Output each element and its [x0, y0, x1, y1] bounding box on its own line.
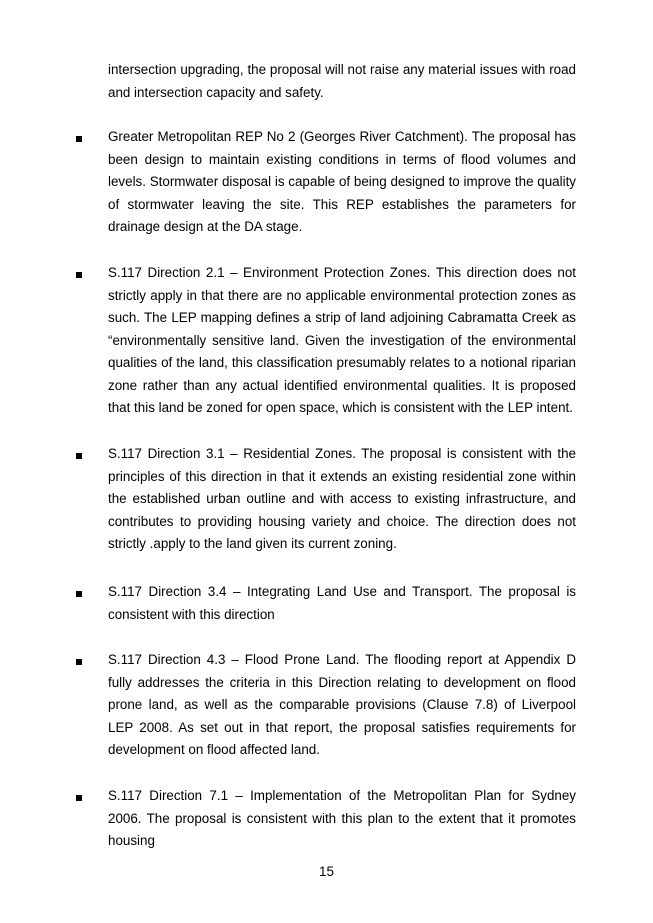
bullet-paragraph-direction-2-1: S.117 Direction 2.1 – Environment Protection Zones. This direction does not strictly apply in that there are no applicable environmental protection zones as such. The LEP mapping defines a strip of land adjoining Cabramatta Creek as “environmentally sensitive land. Given the investigation of the environmental qualities of the land, this classification presumably relates to a notional riparian zone rather than any actual identified environmental qualities. It is proposed that this land be zoned for open space, which is consistent with the LEP intent. [108, 265, 576, 415]
continuation-paragraph: intersection upgrading, the proposal will not raise any material issues with road and intersection capacity and safety. [108, 62, 576, 100]
bullet-marker [76, 659, 82, 665]
page-number: 15 [319, 864, 334, 879]
bullet-marker [76, 453, 82, 459]
bullet-paragraph-direction-7-1: S.117 Direction 7.1 – Implementation of the Metropolitan Plan for Sydney 2006. The proposal is consistent with this plan to the extent that it promotes housing [108, 788, 576, 848]
bullet-paragraph-direction-3-4: S.117 Direction 3.4 – Integrating Land Use and Transport. The proposal is consistent with this direction [108, 584, 576, 622]
bullet-marker [76, 591, 82, 597]
bullet-paragraph-direction-4-3: S.117 Direction 4.3 – Flood Prone Land. The flooding report at Appendix D fully addresses the criteria in this Direction relating to development on flood prone land, as well as the comparable provisions (Clause 7.8) of Liverpool LEP 2008. As set out in that report, the proposal satisfies requirements for development on flood affected land. [108, 652, 576, 757]
bullet-marker [76, 136, 82, 142]
bullet-marker [76, 272, 82, 278]
bullet-paragraph-georges-river-rep: Greater Metropolitan REP No 2 (Georges River Catchment). The proposal has been design to maintain existing conditions in terms of flood volumes and levels. Stormwater disposal is capable of being designed to improve the quality of stormwater leaving the site. This REP establishes the parameters for drainage design at the DA stage. [108, 129, 576, 234]
bullet-marker [76, 795, 82, 801]
bullet-paragraph-direction-3-1: S.117 Direction 3.1 – Residential Zones. The proposal is consistent with the principles of this direction in that it extends an existing residential zone within the established urban outline and with access to existing infrastructure, and contributes to providing housing variety and choice. The direction does not strictly .apply to the land given its current zoning. [108, 446, 576, 551]
